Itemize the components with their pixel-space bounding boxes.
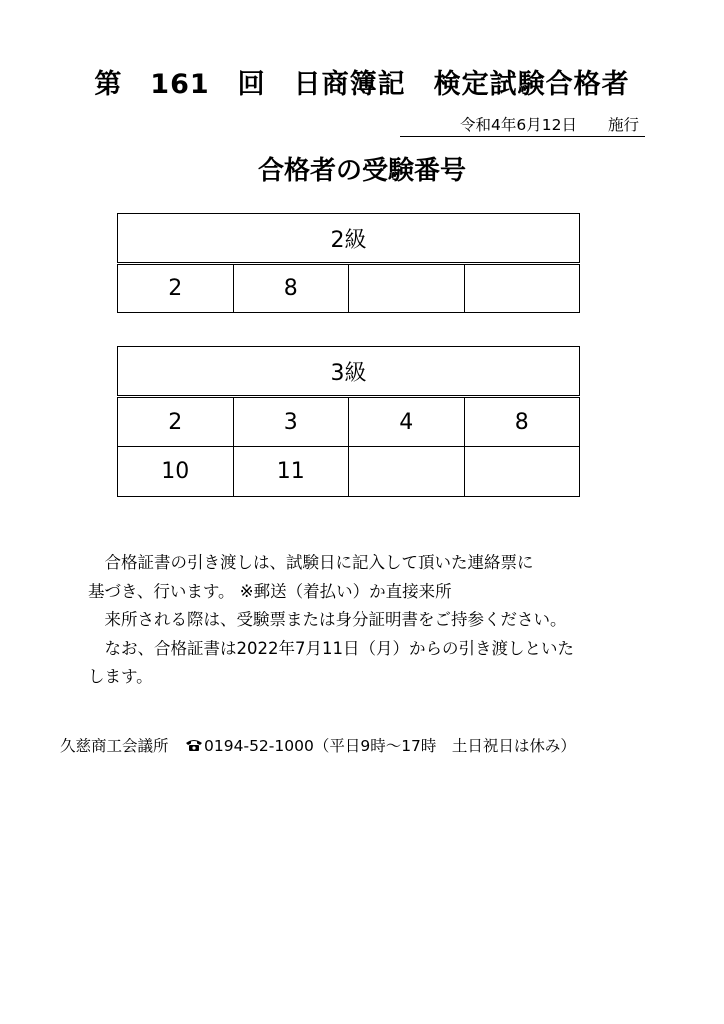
notice-line: 合格証書の引き渡しは、試験日に記入して頂いた連絡票に	[88, 553, 534, 572]
number-cell	[464, 447, 580, 497]
contact-info: 0194-52-1000（平日9時～17時 土日祝日は休み）	[204, 737, 576, 755]
grade-label: 2級	[118, 214, 580, 264]
grade-label: 3級	[118, 347, 580, 397]
organization-name: 久慈商工会議所	[60, 737, 169, 755]
notice-line: 来所される際は、受験票または身分証明書をご持参ください。	[88, 610, 567, 629]
telephone-icon	[184, 738, 204, 752]
number-cell: 8	[464, 397, 580, 447]
notice-line: なお、合格証書は2022年7月11日（月）からの引き渡しといた	[88, 638, 574, 658]
number-cell: 2	[118, 264, 234, 313]
number-cell: 10	[118, 447, 234, 497]
grade-2-table	[117, 213, 580, 313]
number-cell: 11	[233, 447, 349, 497]
number-cell: 8	[233, 264, 349, 313]
number-cell	[349, 447, 465, 497]
number-cell	[349, 264, 465, 313]
notice-text	[88, 549, 668, 692]
grade-3-table	[117, 346, 580, 497]
page-title: 第 161 回 日商簿記 検定試験合格者	[94, 69, 630, 100]
exam-date: 令和4年6月12日 施行	[400, 113, 645, 137]
notice-line: 基づき、行います。 ※郵送（着払い）か直接来所	[88, 581, 452, 601]
number-cell: 3	[233, 397, 349, 447]
notice-line: します。	[88, 667, 153, 686]
section-title: 合格者の受験番号	[257, 156, 466, 186]
contact-footer	[60, 734, 576, 756]
number-cell: 2	[118, 397, 234, 447]
number-cell	[464, 264, 580, 313]
number-cell: 4	[349, 397, 465, 447]
